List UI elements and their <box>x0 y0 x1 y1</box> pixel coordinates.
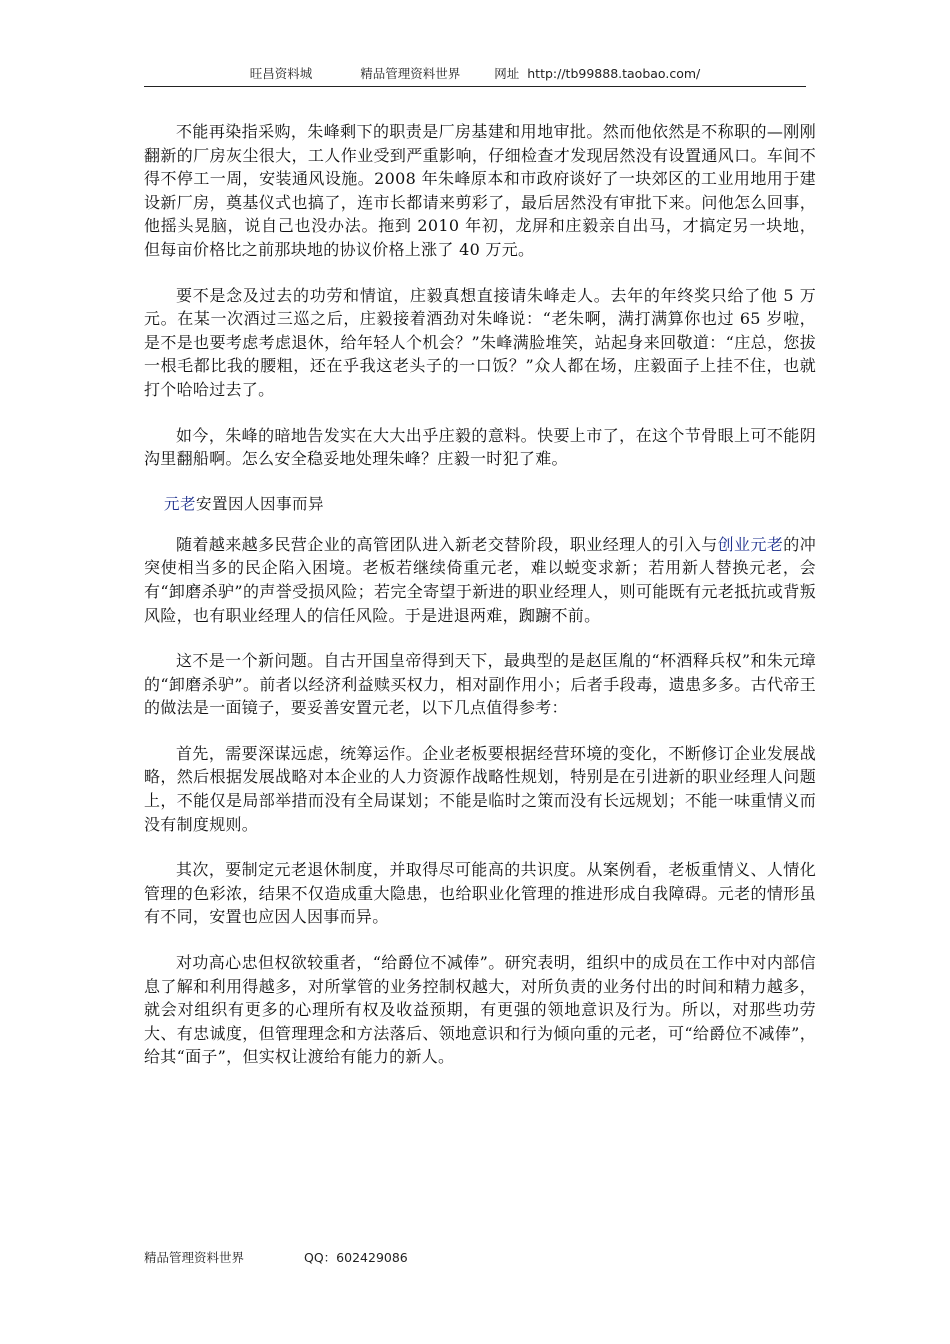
paragraph: 其次，要制定元老退休制度，并取得尽可能高的共识度。从案例看，老板重情义、人情化管理的色彩浓，结果不仅造成重大隐患，也给职业化管理的推进形成自我障碍。元老的情形虽有不同，安置也应因人因事而异。 <box>144 860 816 927</box>
paragraph: 首先，需要深谋远虑，统筹运作。企业老板要根据经营环境的变化，不断修订企业发展战略，然后根据发展战略对本企业的人力资源作战略性规划，特别是在引进新的职业经理人问题上，不能仅是局部举措而没有全局谋划；不能是临时之策而没有长远规划；不能一味重情义而没有制度规则。 <box>144 743 816 834</box>
page-header <box>144 64 806 87</box>
paragraph: 对功高心忠但权欲较重者，“给爵位不减俸”。研究表明，组织中的成员在工作中对内部信息了解和利用得越多，对所掌管的业务控制权越大，对所负责的业务付出的时间和精力越多，就会对组织有更多的心理所有权及收益预期，有更强的领地意识及行为。所以，对那些功劳大、有忠诚度，但管理理念和方法落后、领地意识和行为倾向重的元老，可“给爵位不减俸”，给其“面子”，但实权让渡给有能力的新人。 <box>144 953 816 1067</box>
footer-qq: QQ：602429086 <box>304 1250 408 1265</box>
paragraph: 不能再染指采购，朱峰剩下的职责是厂房基建和用地审批。然而他依然是不称职的—刚刚翻新的厂房灰尘很大，工人作业受到严重影响，仔细检查才发现居然没有设置通风口。车间不得不停工一周，安装通风设施。2008 年朱峰原本和市政府谈好了一块郊区的工业用地用于建设新厂房，奠基仪式也搞了，连市长都请来剪彩了，最后居然没有审批下来。问他怎么回事，他摇头晃脑，说自己也没办法。拖到 2010 年初，龙屏和庄毅亲自出马，才搞定另一块地，但每亩价格比之前那块地的协议价格上涨了 40 万元。 <box>144 122 816 259</box>
inline-link[interactable]: 创业元老 <box>717 534 784 554</box>
header-site-name: 精品管理资料世界 <box>360 66 461 81</box>
header-url-label: 网址 <box>494 66 520 81</box>
header-shop-name: 旺昌资料城 <box>249 66 313 81</box>
heading-link[interactable]: 元老 <box>164 494 197 513</box>
paragraph-text: 的冲突使相当多的民企陷入困境。老板若继续倚重元老，难以蜕变求新；若用新人替换元老，会有“卸磨杀驴”的声誉受损风险；若完全寄望于新进的职业经理人，则可能既有元老抵抗或背叛风险，也有职业经理人的信任风险。于是进退两难，踟躕不前。 <box>144 534 816 625</box>
footer-site-name: 精品管理资料世界 <box>144 1250 245 1265</box>
document-body <box>144 120 816 1091</box>
header-url[interactable]: http://tb99888.taobao.com/ <box>527 66 701 81</box>
paragraph-text: 随着越来越多民营企业的高管团队进入新老交替阶段，职业经理人的引入与 <box>176 534 718 554</box>
section-heading <box>164 493 816 515</box>
heading-text: 安置因人因事而异 <box>196 494 325 513</box>
paragraph: 如今，朱峰的暗地告发实在大大出乎庄毅的意料。快要上市了，在这个节骨眼上可不能阴沟里翻船啊。怎么安全稳妥地处理朱峰？庄毅一时犯了难。 <box>144 425 816 469</box>
paragraph: 这不是一个新问题。自古开国皇帝得到天下，最典型的是赵匡胤的“杯酒释兵权”和朱元璋的“卸磨杀驴”。前者以经济利益赎买权力，相对副作用小；后者手段毒，遗患多多。古代帝王的做法是一面镜子，要妥善安置元老，以下几点值得参考： <box>144 651 816 718</box>
page-footer <box>144 1248 408 1266</box>
paragraph: 要不是念及过去的功劳和情谊，庄毅真想直接请朱峰走人。去年的年终奖只给了他 5 万元。在某一次酒过三巡之后，庄毅接着酒劲对朱峰说：“老朱啊，满打满算你也过 65 岁啦，是不是也要考虑考虑退休，给年轻人个机会？”朱峰满脸堆笑，站起身来回敬道：“庄总，您拔一根毛都比我的腰粗，还在乎我这老头子的一口饭？”众人都在场，庄毅面子上挂不住，也就打个哈哈过去了。 <box>144 285 816 399</box>
paragraph <box>144 533 816 627</box>
